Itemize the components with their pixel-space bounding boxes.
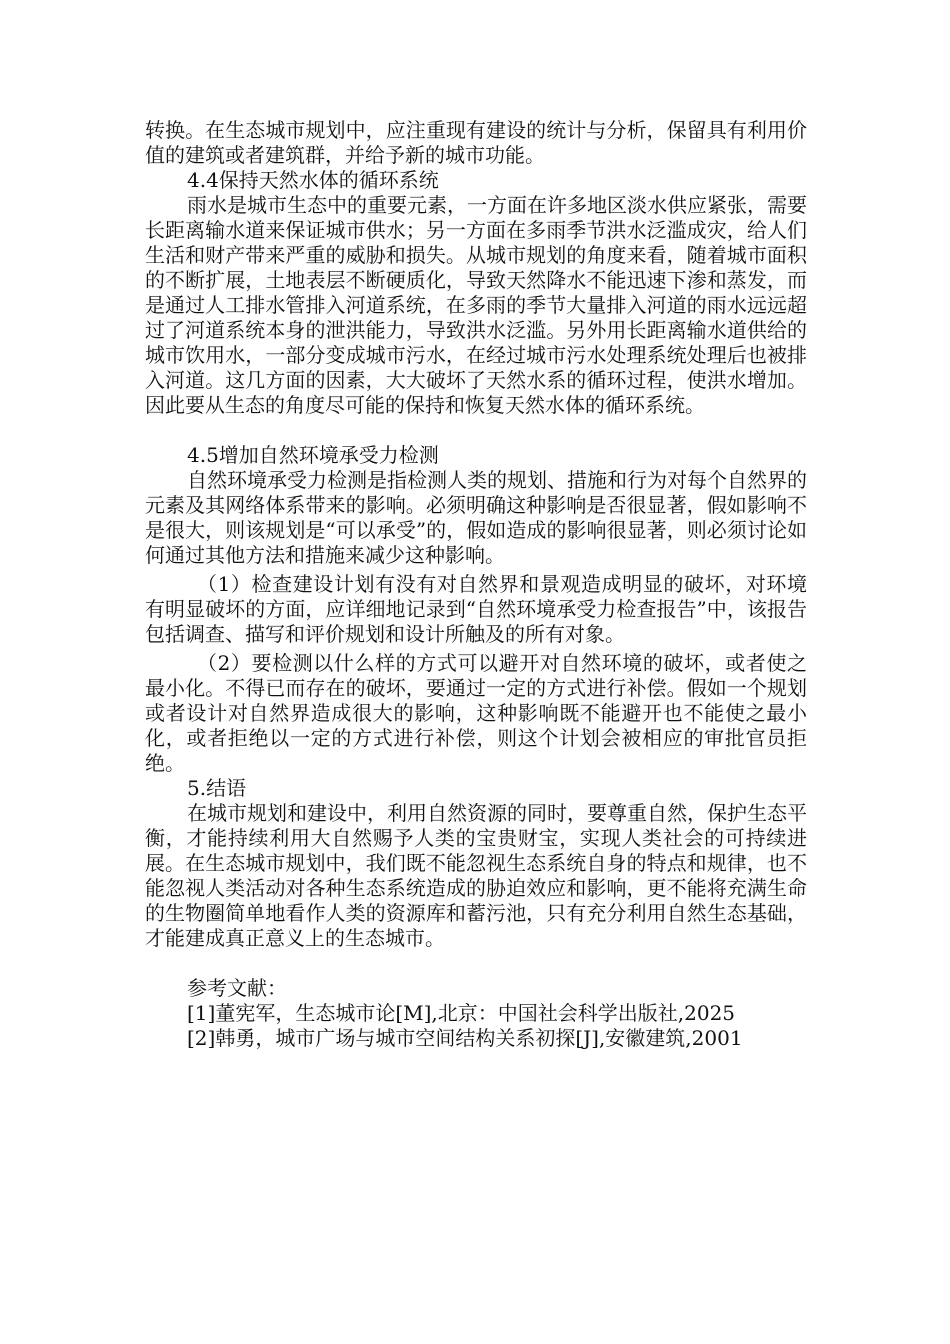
section-paragraph-4-5: 自然环境承受力检测是指检测人类的规划、措施和行为对每个自然界的元素及其网络体系带来的影响。必须明确这种影响是否很显著，假如影响不是很大，则该规划是“可以承受”的，假如造成的影响很显著，则必须讨论如何通过其他方法和措施来减少这种影响。 xyxy=(145,468,807,567)
reference-item-1: [1]董宪军，生态城市论[M],北京：中国社会科学出版社,2025 xyxy=(187,1001,736,1025)
intro-paragraph: 转换。在生态城市规划中，应注重现有建设的统计与分析，保留具有利用价值的建筑或者建筑群，并给予新的城市功能。 xyxy=(145,118,807,167)
section-paragraph-5: 在城市规划和建设中，利用自然资源的同时，要尊重自然，保护生态平衡，才能持续利用大自然赐予人类的宝贵财宝，实现人类社会的可持续进展。在生态城市规划中，我们既不能忽视生态系统自身的特点和规律，也不能忽视人类活动对各种生态系统造成的胁迫效应和影响，更不能将充满生命的生物圈简单地看作人类的资源库和蓄污池，只有充分利用自然生态基础，才能建成真正意义上的生态城市。 xyxy=(145,801,807,950)
references-heading: 参考文献： xyxy=(187,976,287,1000)
section-heading-5: 5.结语 xyxy=(187,776,247,800)
section-paragraph-4-4: 雨水是城市生态中的重要元素，一方面在许多地区淡水供应紧张，需要长距离输水道来保证城市供水；另一方面在多雨季节洪水泛滥成灾，给人们生活和财产带来严重的威胁和损失。从城市规划的角度来看，随着城市面积的不断扩展，土地表层不断硬质化，导致天然降水不能迅速下渗和蒸发，而是通过人工排水管排入河道系统，在多雨的季节大量排入河道的雨水远远超过了河道系统本身的泄洪能力，导致洪水泛滥。另外用长距离输水道供给的城市饮用水，一部分变成城市污水，在经过城市污水处理系统处理后也被排入河道。这几方面的因素，大大破坏了天然水系的循环过程，使洪水增加。因此要从生态的角度尽可能的保持和恢复天然水体的循环系统。 xyxy=(145,193,807,417)
document-body xyxy=(145,118,807,1051)
blank-line xyxy=(145,418,807,443)
blank-line xyxy=(145,951,807,976)
list-item-2: （2）要检测以什么样的方式可以避开对自然环境的破坏，或者使之最小化。不得已而存在的破坏，要通过一定的方式进行补偿。假如一个规划或者设计对自然界造成很大的影响，这种影响既不能避开也不能使之最小化，或者拒绝以一定的方式进行补偿，则这个计划会被相应的审批官员拒绝。 xyxy=(145,651,807,775)
section-heading-4-5: 4.5增加自然环境承受力检测 xyxy=(187,443,439,467)
list-item-1: （1）检查建设计划有没有对自然界和景观造成明显的破坏，对环境有明显破坏的方面，应详细地记录到“自然环境承受力检查报告”中，该报告包括调查、描写和评价规划和设计所触及的所有对象。 xyxy=(145,572,807,646)
section-heading-4-4: 4.4保持天然水体的循环系统 xyxy=(187,168,439,192)
reference-item-2: [2]韩勇，城市广场与城市空间结构关系初探[J],安徽建筑,2001 xyxy=(187,1026,743,1050)
